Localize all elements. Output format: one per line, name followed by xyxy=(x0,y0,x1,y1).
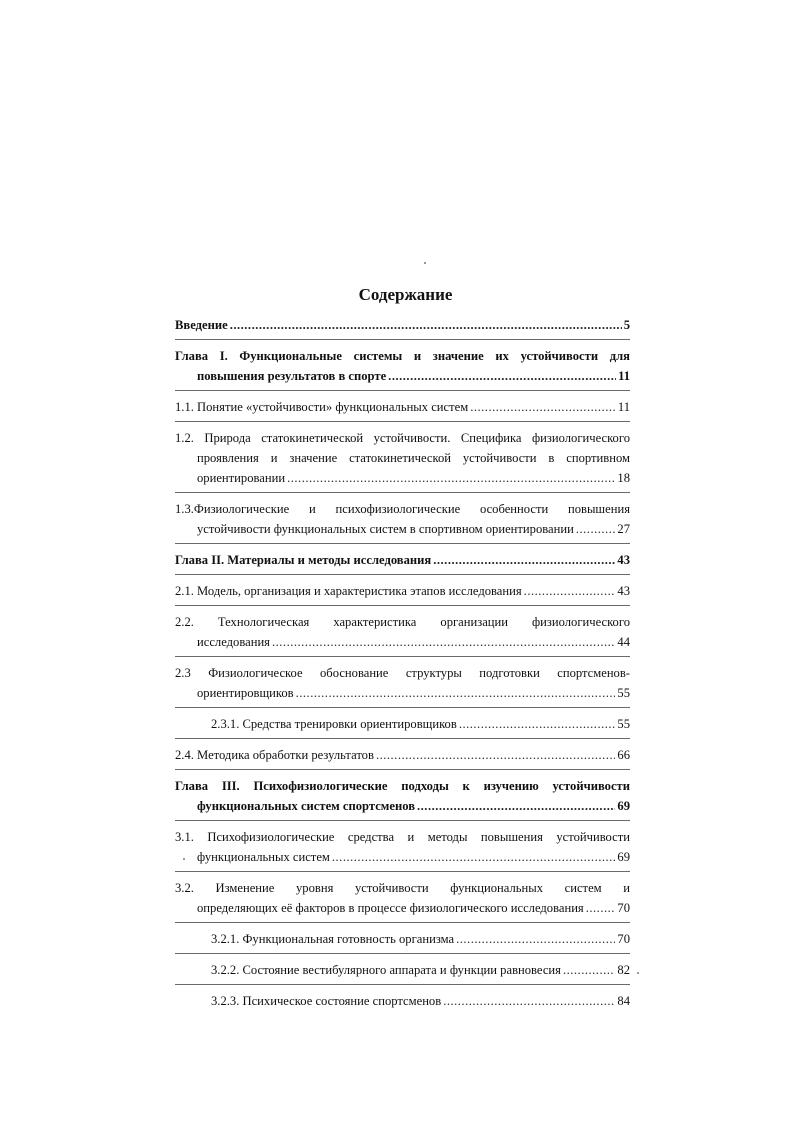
toc-entry-text: проявления и значение статокинетической устойчивости в спортивном xyxy=(197,451,630,465)
toc-entry-text: исследования xyxy=(197,635,270,649)
toc-entry-2-3-1[interactable] xyxy=(175,714,630,739)
toc-entry-1-3[interactable] xyxy=(175,499,630,544)
toc-page-number: 69 xyxy=(617,799,630,813)
dot-leader xyxy=(296,683,616,703)
toc-page-number: 70 xyxy=(617,932,630,946)
dot-leader xyxy=(563,960,615,980)
toc-page-number: 18 xyxy=(617,471,630,485)
dot-leader xyxy=(524,581,616,601)
toc-entry-3-2-1[interactable] xyxy=(175,929,630,954)
dot-leader xyxy=(272,632,615,652)
toc-entry-chapter-2[interactable] xyxy=(175,550,630,575)
toc-page-number: 43 xyxy=(617,584,630,598)
toc-entry-2-3[interactable] xyxy=(175,663,630,708)
toc-entry-text: ориентировании xyxy=(197,471,286,485)
dot-leader xyxy=(388,366,616,386)
toc-page-number: 55 xyxy=(617,717,630,731)
toc-entry-text: 2.4. Методика обработки результатов xyxy=(175,748,374,762)
toc-entry-text: Глава I. Функциональные системы и значение их устойчивости для xyxy=(175,349,630,363)
toc-entry-text: 1.1. Понятие «устойчивости» функциональных систем xyxy=(175,400,469,414)
toc-entry-text: 3.2.2. Состояние вестибулярного аппарата и функции равновесия xyxy=(211,963,561,977)
toc-entry-text: повышения результатов в спорте xyxy=(197,369,387,383)
dot-leader xyxy=(417,796,615,816)
dot-leader xyxy=(470,397,616,417)
toc-entry-text: Глава II. Материалы и методы исследования xyxy=(175,553,432,567)
toc-page-number: 70 xyxy=(617,901,630,915)
toc-entry-text: 3.2. Изменение уровня устойчивости функциональных систем и xyxy=(175,881,630,895)
toc-entry-3-2-3[interactable] xyxy=(175,991,630,1015)
toc-page-number: 44 xyxy=(617,635,630,649)
toc-page-number: 55 xyxy=(617,686,630,700)
toc-entry-2-4[interactable] xyxy=(175,745,630,770)
scan-speck xyxy=(637,972,639,974)
toc-entry-text: ориентировщиков xyxy=(197,686,294,700)
toc-entry-text: 2.3 Физиологическое обоснование структуры подготовки спортсменов- xyxy=(175,666,630,680)
scan-speck xyxy=(424,262,426,264)
toc-entry-text: функциональных систем спортсменов xyxy=(197,799,415,813)
toc-entry-text: 2.1. Модель, организация и характеристика этапов исследования xyxy=(175,584,522,598)
toc-entry-3-2-2[interactable] xyxy=(175,960,630,985)
toc-entry-text: определяющих её факторов в процессе физиологического исследования xyxy=(197,901,584,915)
dot-leader xyxy=(456,929,615,949)
toc-entry-text: 2.3.1. Средства тренировки ориентировщиков xyxy=(211,717,457,731)
dot-leader xyxy=(433,550,615,570)
toc-entry-2-2[interactable] xyxy=(175,612,630,657)
dot-leader xyxy=(332,847,616,867)
dot-leader xyxy=(459,714,616,734)
page-title: Содержание xyxy=(358,285,453,304)
toc-entry-text: 2.2. Технологическая характеристика организации физиологического xyxy=(175,615,630,629)
toc-page-number: 66 xyxy=(617,748,630,762)
toc-entry-text: 3.1. Психофизиологические средства и методы повышения устойчивости xyxy=(175,830,630,844)
toc-entry-text: 3.2.3. Психическое состояние спортсменов xyxy=(211,994,442,1008)
toc-entry-text: 3.2.1. Функциональная готовность организма xyxy=(211,932,455,946)
table-of-contents xyxy=(175,282,630,1021)
toc-page-number: 84 xyxy=(617,994,630,1008)
toc-entry-1-2[interactable] xyxy=(175,428,630,493)
toc-entry-2-1[interactable] xyxy=(175,581,630,606)
toc-entry-text: Введение xyxy=(175,318,228,332)
toc-entry-3-2[interactable] xyxy=(175,878,630,923)
toc-page-number: 5 xyxy=(623,318,630,332)
toc-page-number: 82 xyxy=(617,963,630,977)
toc-page-number: 11 xyxy=(617,400,630,414)
toc-entry-chapter-3[interactable] xyxy=(175,776,630,821)
toc-entry-text: устойчивости функциональных систем в спортивном ориентировании xyxy=(197,522,574,536)
toc-page-number: 27 xyxy=(617,522,630,536)
toc-page-number: 69 xyxy=(617,850,630,864)
dot-leader xyxy=(576,519,616,539)
toc-page-number: 43 xyxy=(617,553,630,567)
toc-page-number: 11 xyxy=(618,369,630,383)
toc-entry-text: 1.3.Физиологические и психофизиологические особенности повышения xyxy=(175,502,630,516)
toc-entry-chapter-1[interactable] xyxy=(175,346,630,391)
toc-entry-intro[interactable] xyxy=(175,315,630,340)
dot-leader xyxy=(586,898,616,918)
toc-entry-1-1[interactable] xyxy=(175,397,630,422)
toc-entry-3-1[interactable] xyxy=(175,827,630,872)
dot-leader xyxy=(376,745,615,765)
toc-entry-text: Глава III. Психофизиологические подходы к изучению устойчивости xyxy=(175,779,630,793)
dot-leader xyxy=(443,991,615,1011)
toc-entry-text: 1.2. Природа статокинетической устойчивости. Специфика физиологического xyxy=(175,431,630,445)
dot-leader xyxy=(287,468,615,488)
dot-leader xyxy=(230,315,622,335)
toc-entry-text: функциональных систем xyxy=(197,850,330,864)
